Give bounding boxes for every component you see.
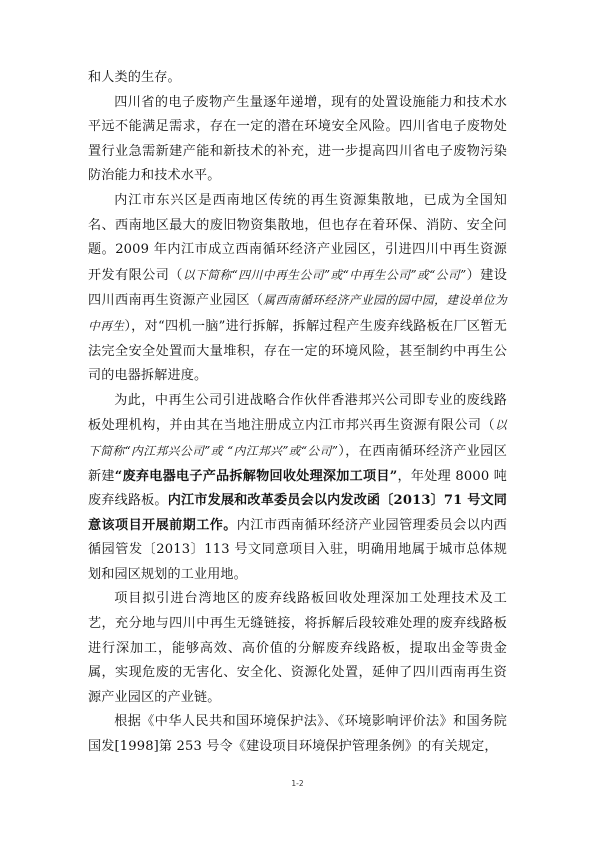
text-run: 内江市西南循环经济产业园管理委员会以内西循园管发〔2013〕113 号文同意项目入驻，明确用地属于城市总体规划和园区规划的工业用地。 — [88, 517, 507, 582]
body-paragraph — [88, 710, 507, 759]
text-run: 项目拟引进台湾地区的废弃线路板回收处理深加工处理技术及工艺，充分地与四川中再生无缝链接，将拆解后段较难处理的废弃线路板进行深加工，能够高效、高价值的分解废弃线路板，提取出金等贵金属，实现危废的无害化、安全化、资源化处置，延伸了四川西南再生资源产业园区的产业链。 — [88, 591, 507, 705]
text-run: 为此，中再生公司引进战略合作伙伴香港邦兴公司即专业的废线路板处理机构，并由其在当地注册成立内江市邦兴再生资源有限公司（ — [88, 392, 507, 434]
text-run: ）建设四川西南再生资源产业园区（ — [88, 267, 507, 309]
italic-note: 以下简称“四川中再生公司”或“中再生公司”或“公司” — [182, 267, 467, 282]
text-run: ），对“四机一脑”进行拆解，拆解过程产生废弃线路板在厂区暂无法完全安全处置而大量堆积，存在一定的环境风险，甚至制约中再生公司的电器拆解进度。 — [88, 318, 507, 384]
page-number: 1-2 — [291, 779, 304, 788]
body-paragraph — [88, 91, 507, 189]
text-run: 四川省的电子废物产生量逐年递增，现有的处置设施能力和技术水平远不能满足需求，存在一定的潜在环境安全风险。四川省电子废物处置行业急需新建产能和新技术的补充，进一步提高四川省电子废物污染防治能力和技术水平。 — [88, 94, 507, 184]
bold-text: 内江市发展和改革委员会以内发改函〔2013〕71 号文同意该项目开展前期工作。 — [88, 493, 508, 533]
body-paragraph — [88, 587, 507, 710]
italic-note: 以下简称“内江邦兴公司”或 “内江邦兴”或“公司” — [88, 418, 507, 458]
text-run: ），在西南循环经济产业园区新建 — [88, 443, 507, 484]
bold-text: “废弃电器电子产品拆解物回收处理深加工项目” — [114, 468, 398, 484]
text-run: 根据《中华人民共和国环境保护法》、《环境影响评价法》和国务院国发[1998]第 253 号令《建设项目环境保护管理条例》的有关规定， — [88, 714, 507, 755]
italic-note: 属西南循环经济产业园的园中园，建设单位为中再生 — [88, 293, 507, 333]
text-run: ，年处理 8000 吨废弃线路板。 — [88, 468, 508, 509]
body-paragraph — [88, 389, 507, 588]
text-run: 内江市东兴区是西南地区传统的再生资源集散地，已成为全国知名、西南地区最大的废旧物资集散地，但也存在着环保、消防、安全问题。2009 年内江市成立西南循环经济产业园区，引进四川中再生资源开发有限公司（ — [88, 192, 507, 283]
body-text — [88, 66, 507, 760]
body-paragraph — [88, 66, 507, 91]
text-run: 和人类的生存。 — [88, 70, 181, 85]
body-paragraph — [88, 189, 507, 389]
